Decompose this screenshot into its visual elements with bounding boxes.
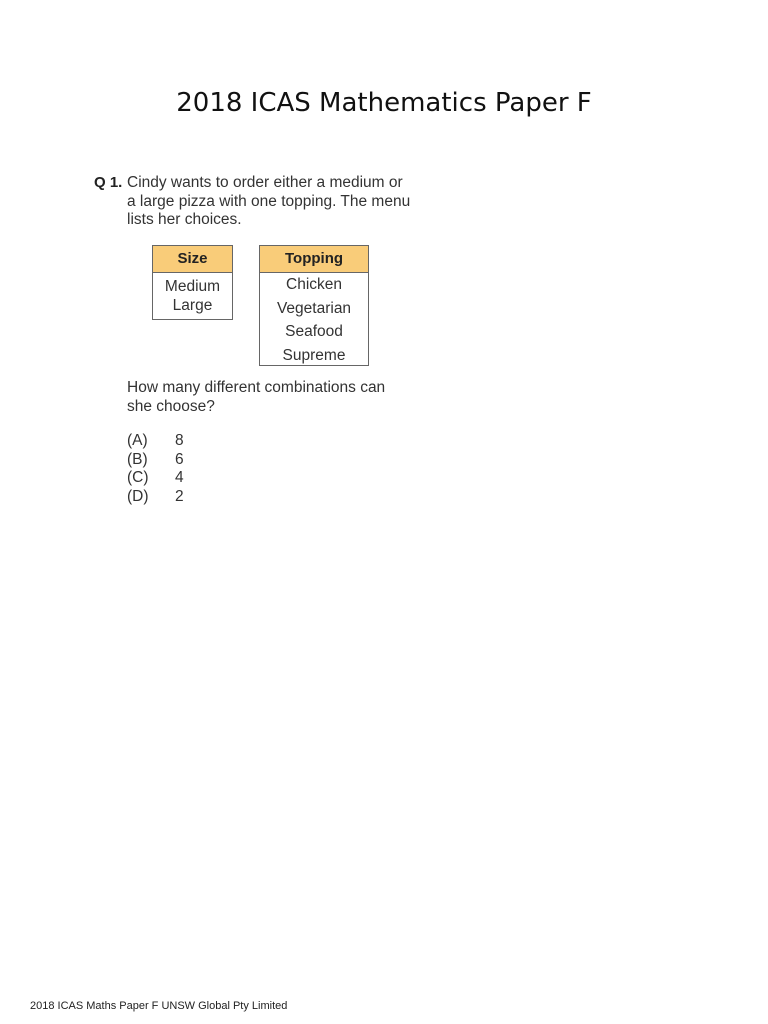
topping-table-cell: Supreme [282, 346, 346, 364]
answer-options [127, 432, 184, 506]
size-table-cell: Medium [164, 278, 221, 295]
topping-table-header: Topping [260, 246, 368, 273]
answer-option [127, 488, 184, 507]
size-table-header: Size [153, 246, 232, 273]
option-label: (A) [127, 432, 148, 449]
size-table [152, 245, 233, 320]
option-value: 2 [175, 487, 184, 505]
question-number: Q 1. [94, 174, 123, 191]
question-line: a large pizza with one topping. The menu [127, 192, 411, 210]
topping-table-cell: Vegetarian [276, 299, 352, 317]
option-value: 6 [175, 450, 184, 468]
option-value: 4 [175, 469, 184, 486]
size-table-cell: Large [172, 297, 213, 314]
topping-table [259, 245, 369, 366]
page-footer: 2018 ICAS Maths Paper F UNSW Global Pty Limited [30, 1000, 288, 1012]
option-value: 8 [175, 432, 184, 449]
page-title: 2018 ICAS Mathematics Paper F [176, 88, 592, 118]
option-label: (C) [127, 469, 149, 486]
question-text [127, 174, 437, 230]
topping-table-cell: Seafood [285, 323, 343, 340]
question-line: Cindy wants to order either a medium or [127, 174, 403, 191]
option-label: (B) [127, 450, 148, 468]
answer-option [127, 451, 184, 470]
topping-table-cell: Chicken [286, 276, 342, 293]
answer-option [127, 432, 184, 451]
prompt-line: she choose? [127, 397, 215, 415]
prompt-line: How many different combinations can [127, 379, 386, 396]
answer-option [127, 469, 184, 488]
question-line: lists her choices. [127, 211, 242, 228]
option-label: (D) [127, 487, 149, 505]
question-prompt [127, 379, 427, 416]
